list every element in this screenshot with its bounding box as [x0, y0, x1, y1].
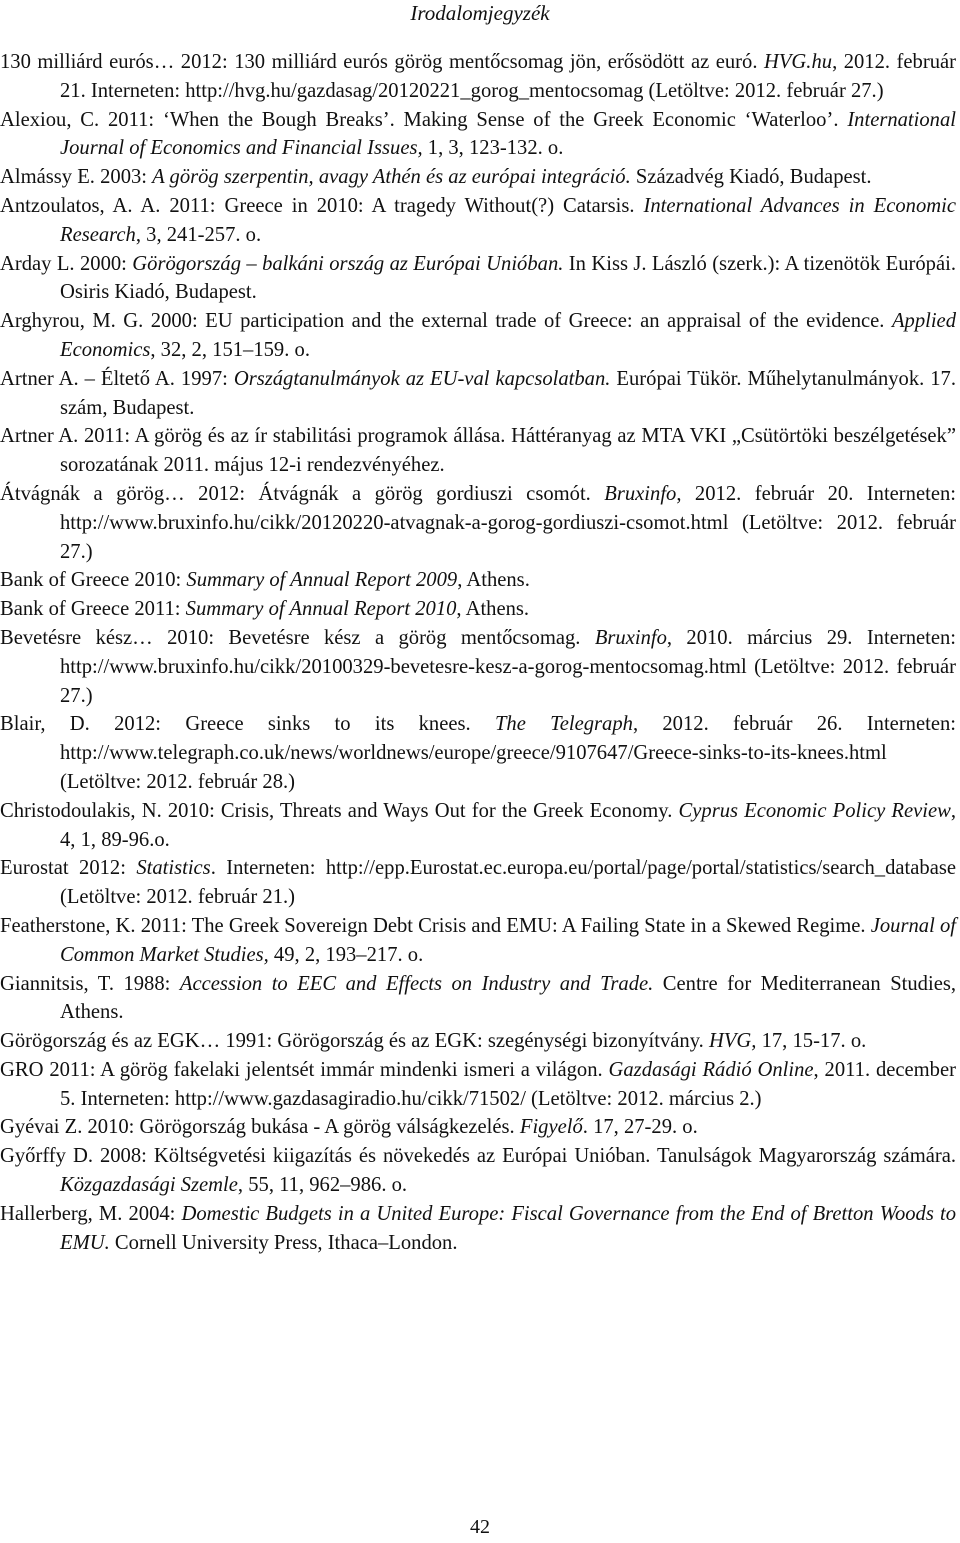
reference-entry — [0, 192, 956, 250]
page-header: Irodalomjegyzék — [410, 1, 550, 25]
reference-title-italic: Cyprus Economic Policy Review — [678, 799, 951, 822]
reference-text: Cornell University Press, Ithaca–London. — [109, 1231, 458, 1254]
reference-text: , 3, 241-257. o. — [135, 223, 262, 246]
reference-text: Antzoulatos, A. A. 2011: Greece in 2010: A tragedy Without(?) Catarsis. — [0, 194, 644, 217]
reference-entry — [0, 250, 956, 308]
reference-text: Európai Tükör. Műhelytanulmányok. 17. szám, Budapest. — [60, 367, 957, 419]
reference-entry — [0, 163, 956, 192]
reference-text: 130 milliárd eurós… 2012: 130 milliárd eurós görög mentőcsomag jön, erősödött az euró. — [0, 51, 764, 73]
reference-text: Arghyrou, M. G. 2000: EU participation and the external trade of Greece: an appraisal of the evidence. — [0, 310, 892, 333]
reference-entry — [0, 1056, 956, 1114]
reference-title-italic: HVG, — [708, 1030, 757, 1053]
reference-title-italic: Bruxinfo — [604, 482, 677, 505]
reference-text: , Athens. — [457, 569, 530, 592]
reference-text: 17, 15-17. o. — [756, 1030, 867, 1053]
reference-text: Eurostat 2012: — [0, 857, 137, 880]
reference-text: Artner A. 2011: A görög és az ír stabilitási programok állása. Háttéranyag az MTA VKI „Csütörtöki beszélgetések” sorozatának 2011. május 12-i rendezvényéhez. — [0, 425, 956, 477]
page-number: 42 — [470, 1516, 490, 1538]
reference-title-italic: Summary of Annual Report 2009 — [186, 569, 458, 592]
reference-text: Bevetésre kész… 2010: Bevetésre kész a görög mentőcsomag. — [0, 626, 595, 649]
reference-entry — [0, 710, 956, 796]
reference-text: Centre for Mediterranean Studies, Athens. — [60, 972, 957, 1024]
reference-text: Alexiou, C. 2011: ‘When the Bough Breaks’. Making Sense of the Greek Economic ‘Waterloo’. — [0, 108, 848, 131]
reference-title-italic: International Journal of Economics and Financial Issues, — [60, 108, 956, 160]
reference-text: . Interneten: http://epp.Eurostat.ec.europa.eu/portal/page/portal/statistics/search_database (Letöltve: 2012. február 21.) — [60, 857, 956, 909]
reference-text: . 17, 27-29. o. — [582, 1116, 698, 1139]
reference-title-italic: Bruxinfo — [594, 626, 667, 649]
reference-text: 1, 3, 123-132. o. — [422, 137, 564, 160]
reference-title-italic: Journal of Common Market Studies, — [60, 914, 956, 966]
reference-text: Átvágnák a görög… 2012: Átvágnák a görög gordiuszi csomót. — [0, 482, 605, 505]
reference-entry — [0, 970, 956, 1028]
reference-text: In Kiss J. László (szerk.): A tizenötök Európái. Osiris Kiadó, Budapest. — [60, 252, 956, 304]
reference-text: Görögország és az EGK… 1991: Görögország és az EGK: szegénységi bizonyítvány. — [0, 1030, 709, 1053]
reference-entry — [0, 912, 956, 970]
reference-text: 49, 2, 193–217. o. — [268, 943, 424, 966]
reference-entry — [0, 48, 956, 106]
reference-entry — [0, 854, 956, 912]
reference-text: , Athens. — [456, 598, 530, 621]
reference-entry — [0, 1113, 956, 1142]
reference-text: , 32, 2, 151–159. o. — [150, 338, 310, 361]
reference-text: , 2012. február 21. Interneten: http://hvg.hu/gazdasag/20120221_gorog_mentocsomag (Letöltve: 2012. február 27.) — [60, 51, 956, 102]
reference-text: Hallerberg, M. 2004: — [0, 1202, 182, 1225]
reference-text: , 2012. február 26. Interneten: http://www.telegraph.co.uk/news/worldnews/europe/greece/9107647/Greece-sinks-to-its-knees.html (Letöltve: 2012. február 28.) — [60, 713, 956, 793]
reference-text: Almássy E. 2003: — [0, 166, 153, 189]
reference-title-italic: Országtanulmányok az EU-val kapcsolatban. — [233, 367, 611, 390]
reference-title-italic: HVG.hu — [763, 51, 833, 73]
reference-entry — [0, 480, 956, 566]
reference-title-italic: Gazdasági Rádió Online — [608, 1058, 814, 1081]
reference-entry — [0, 595, 956, 624]
reference-text: , 2012. február 20. Interneten: http://www.bruxinfo.hu/cikk/20120220-atvagnak-a-gorog-gordiuszi-csomot.html (Letöltve: 2012. február 27.) — [60, 482, 956, 563]
reference-entry — [0, 365, 956, 423]
reference-title-italic: Figyelő — [519, 1116, 583, 1139]
reference-text: , 2010. március 29. Interneten: http://www.bruxinfo.hu/cikk/20100329-bevetesre-kesz-a-gorog-mentocsomag.html (Letöltve: 2012. február 27.) — [60, 626, 957, 707]
reference-text: Századvég Kiadó, Budapest. — [630, 166, 872, 189]
reference-title-italic: Statistics — [136, 857, 211, 880]
reference-text: Featherstone, K. 2011: The Greek Sovereign Debt Crisis and EMU: A Failing State in a Skewed Regime. — [0, 914, 871, 937]
reference-entry — [0, 624, 956, 710]
reference-title-italic: Közgazdasági Szemle — [60, 1174, 238, 1197]
reference-title-italic: The Telegraph — [494, 713, 633, 736]
reference-title-italic: Summary of Annual Report 2010 — [185, 598, 457, 621]
reference-list — [0, 48, 956, 1257]
reference-title-italic: Görögország – balkáni ország az Európai Unióban. — [132, 252, 564, 275]
reference-text: Giannitsis, T. 1988: — [0, 972, 180, 995]
reference-text: Gyévai Z. 2010: Görögország bukása - A görög válságkezelés. — [0, 1116, 520, 1139]
reference-entry — [0, 797, 956, 855]
reference-text: , 2011. december 5. Interneten: http://www.gazdasagiradio.hu/cikk/71502/ (Letöltve: 2012. március 2.) — [60, 1058, 956, 1110]
reference-title-italic: A görög szerpentin, avagy Athén és az európai integráció. — [152, 166, 631, 189]
reference-text: Bank of Greece 2011: — [0, 598, 186, 621]
reference-title-italic: International Advances in Economic Research — [60, 194, 956, 246]
reference-entry — [0, 106, 956, 164]
reference-text: , 55, 11, 962–986. o. — [237, 1174, 408, 1197]
reference-entry — [0, 1142, 956, 1200]
reference-title-italic: Domestic Budgets in a United Europe: Fiscal Governance from the End of Bretton Woods to EMU. — [60, 1202, 956, 1254]
reference-text: Arday L. 2000: — [0, 252, 133, 275]
reference-text: Artner A. – Éltető A. 1997: — [0, 367, 234, 390]
reference-text: Christodoulakis, N. 2010: Crisis, Threats and Ways Out for the Greek Economy. — [0, 799, 679, 822]
reference-text: , 4, 1, 89-96.o. — [60, 799, 956, 851]
reference-entry — [0, 566, 956, 595]
reference-entry — [0, 1200, 956, 1258]
reference-text: Blair, D. 2012: Greece sinks to its knees. — [0, 713, 495, 736]
reference-text: GRO 2011: A görög fakelaki jelentsét immár mindenki ismeri a világon. — [0, 1058, 609, 1081]
reference-text: Bank of Greece 2010: — [0, 569, 187, 592]
reference-title-italic: Accession to EEC and Effects on Industry and Trade. — [179, 972, 654, 995]
reference-text: Győrffy D. 2008: Költségvetési kiigazítás és növekedés az Európai Unióban. Tanulságok Magyarország számára. — [0, 1145, 956, 1168]
reference-entry — [0, 1027, 956, 1056]
reference-title-italic: Applied Economics — [60, 310, 956, 361]
reference-entry — [0, 422, 956, 480]
reference-entry — [0, 307, 956, 365]
